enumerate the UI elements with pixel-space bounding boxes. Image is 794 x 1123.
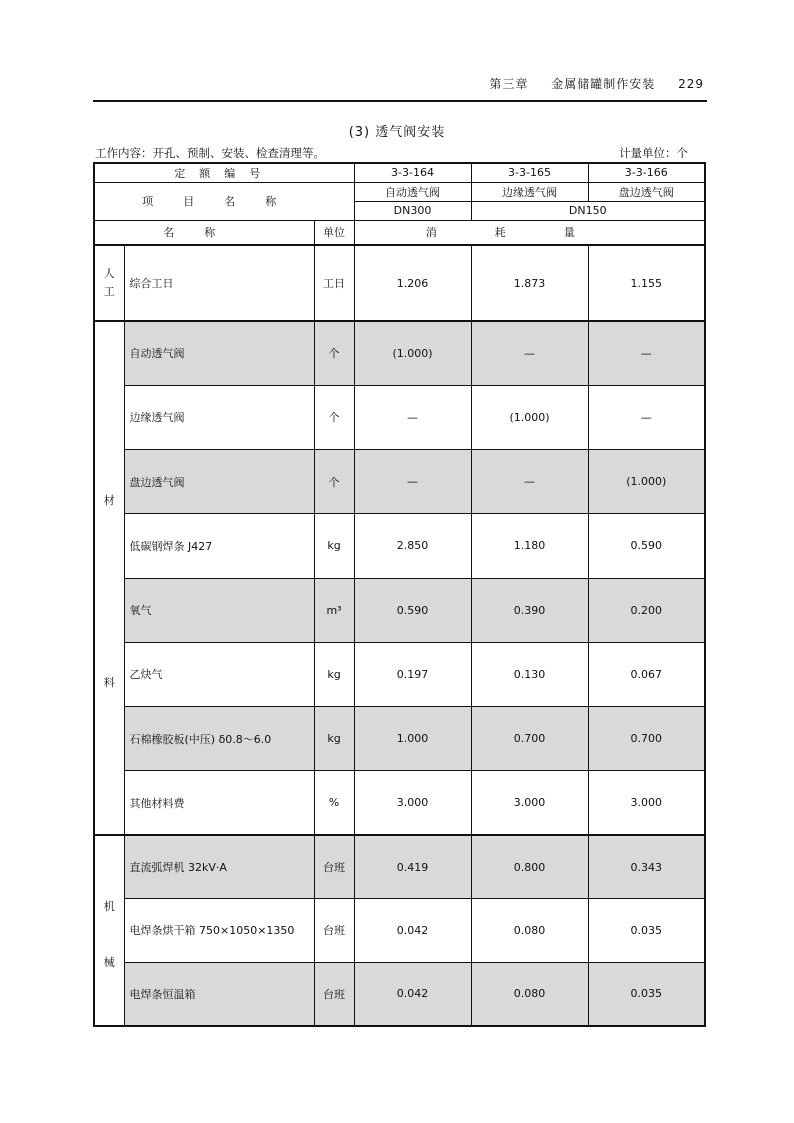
group-machine-bottom: 械 [103,956,115,969]
row-unit: 台班 [314,962,354,1026]
row-value: 3.000 [471,771,588,835]
col-consumption-text: 消耗量 [425,226,633,240]
row-value: — [588,385,705,449]
row-value: 0.343 [588,835,705,899]
col-unit-header: 单位 [314,220,354,245]
row-value: 0.042 [354,962,471,1026]
row-value: 0.590 [588,514,705,578]
quota-label [94,163,354,182]
page-number: 229 [678,77,704,91]
row-value: 0.080 [471,899,588,963]
row-unit: 个 [314,321,354,385]
row-value: 0.700 [471,707,588,771]
row-value: 0.800 [471,835,588,899]
group-material-bottom: 料 [103,676,115,689]
col-name-text: 名称 [163,226,246,240]
row-value: 0.080 [471,962,588,1026]
row-name: 边缘透气阀 [124,385,314,449]
row-value: 1.180 [471,514,588,578]
row-value: 1.155 [588,245,705,321]
work-content: 工作内容：开孔、预制、安装、检查清理等。 [95,146,325,160]
row-value: — [471,321,588,385]
row-unit: kg [314,707,354,771]
row-value: 0.197 [354,642,471,706]
row-value: — [354,450,471,514]
row-unit: 工日 [314,245,354,321]
row-name: 氧气 [124,578,314,642]
quota-table [93,162,706,1027]
row-name: 电焊条烘干箱 750×1050×1350 [124,899,314,963]
item-size: DN300 [354,201,471,220]
row-value: 0.700 [588,707,705,771]
group-labor-text: 人工 [103,267,115,298]
row-value: 0.130 [471,642,588,706]
row-name: 盘边透气阀 [124,450,314,514]
row-unit: 台班 [314,835,354,899]
group-machine-top: 机 [103,900,115,913]
row-value: 1.873 [471,245,588,321]
group-material-top: 材 [103,494,115,507]
chapter-title: 金属储罐制作安装 [551,77,656,91]
row-value: (1.000) [354,321,471,385]
header-divider [93,100,707,102]
group-machine [94,835,124,1026]
row-value: 1.000 [354,707,471,771]
row-value: (1.000) [471,385,588,449]
row-value: 0.067 [588,642,705,706]
row-value: 2.850 [354,514,471,578]
row-value: 0.419 [354,835,471,899]
section-title: (3) 透气阀安装 [348,125,446,140]
quota-code: 3-3-166 [588,163,705,182]
row-unit: 台班 [314,899,354,963]
col-name-header [94,220,314,245]
quota-code: 3-3-165 [471,163,588,182]
item-name: 盘边透气阀 [588,182,705,201]
item-name: 自动透气阀 [354,182,471,201]
group-labor [94,245,124,321]
row-value: 0.035 [588,899,705,963]
row-value: 3.000 [354,771,471,835]
row-value: 3.000 [588,771,705,835]
row-value: 0.042 [354,899,471,963]
page-header [471,75,704,92]
row-name: 直流弧焊机 32kV·A [124,835,314,899]
col-consumption-header [354,220,705,245]
row-value: (1.000) [588,450,705,514]
row-unit: m³ [314,578,354,642]
quota-label-text: 定额编号 [174,166,275,180]
row-value: 0.390 [471,578,588,642]
row-unit: kg [314,514,354,578]
row-unit: % [314,771,354,835]
row-name: 自动透气阀 [124,321,314,385]
row-value: 1.206 [354,245,471,321]
row-value: 0.590 [354,578,471,642]
quota-code: 3-3-164 [354,163,471,182]
item-label-text: 项目名称 [142,195,307,208]
row-unit: kg [314,642,354,706]
row-unit: 个 [314,385,354,449]
row-name: 综合工日 [124,245,314,321]
measure-unit: 计量单位：个 [619,146,688,160]
row-value: — [354,385,471,449]
row-name: 电焊条恒温箱 [124,962,314,1026]
row-name: 石棉橡胶板(中压) δ0.8～6.0 [124,707,314,771]
row-name: 乙炔气 [124,642,314,706]
row-value: — [471,450,588,514]
row-name: 低碳钢焊条 J427 [124,514,314,578]
row-unit: 个 [314,450,354,514]
item-label [94,182,354,220]
row-value: 0.200 [588,578,705,642]
row-name: 其他材料费 [124,771,314,835]
item-size: DN150 [471,201,705,220]
item-name: 边缘透气阀 [471,182,588,201]
row-value: 0.035 [588,962,705,1026]
row-value: — [588,321,705,385]
group-material [94,321,124,835]
chapter-number: 第三章 [489,77,529,91]
